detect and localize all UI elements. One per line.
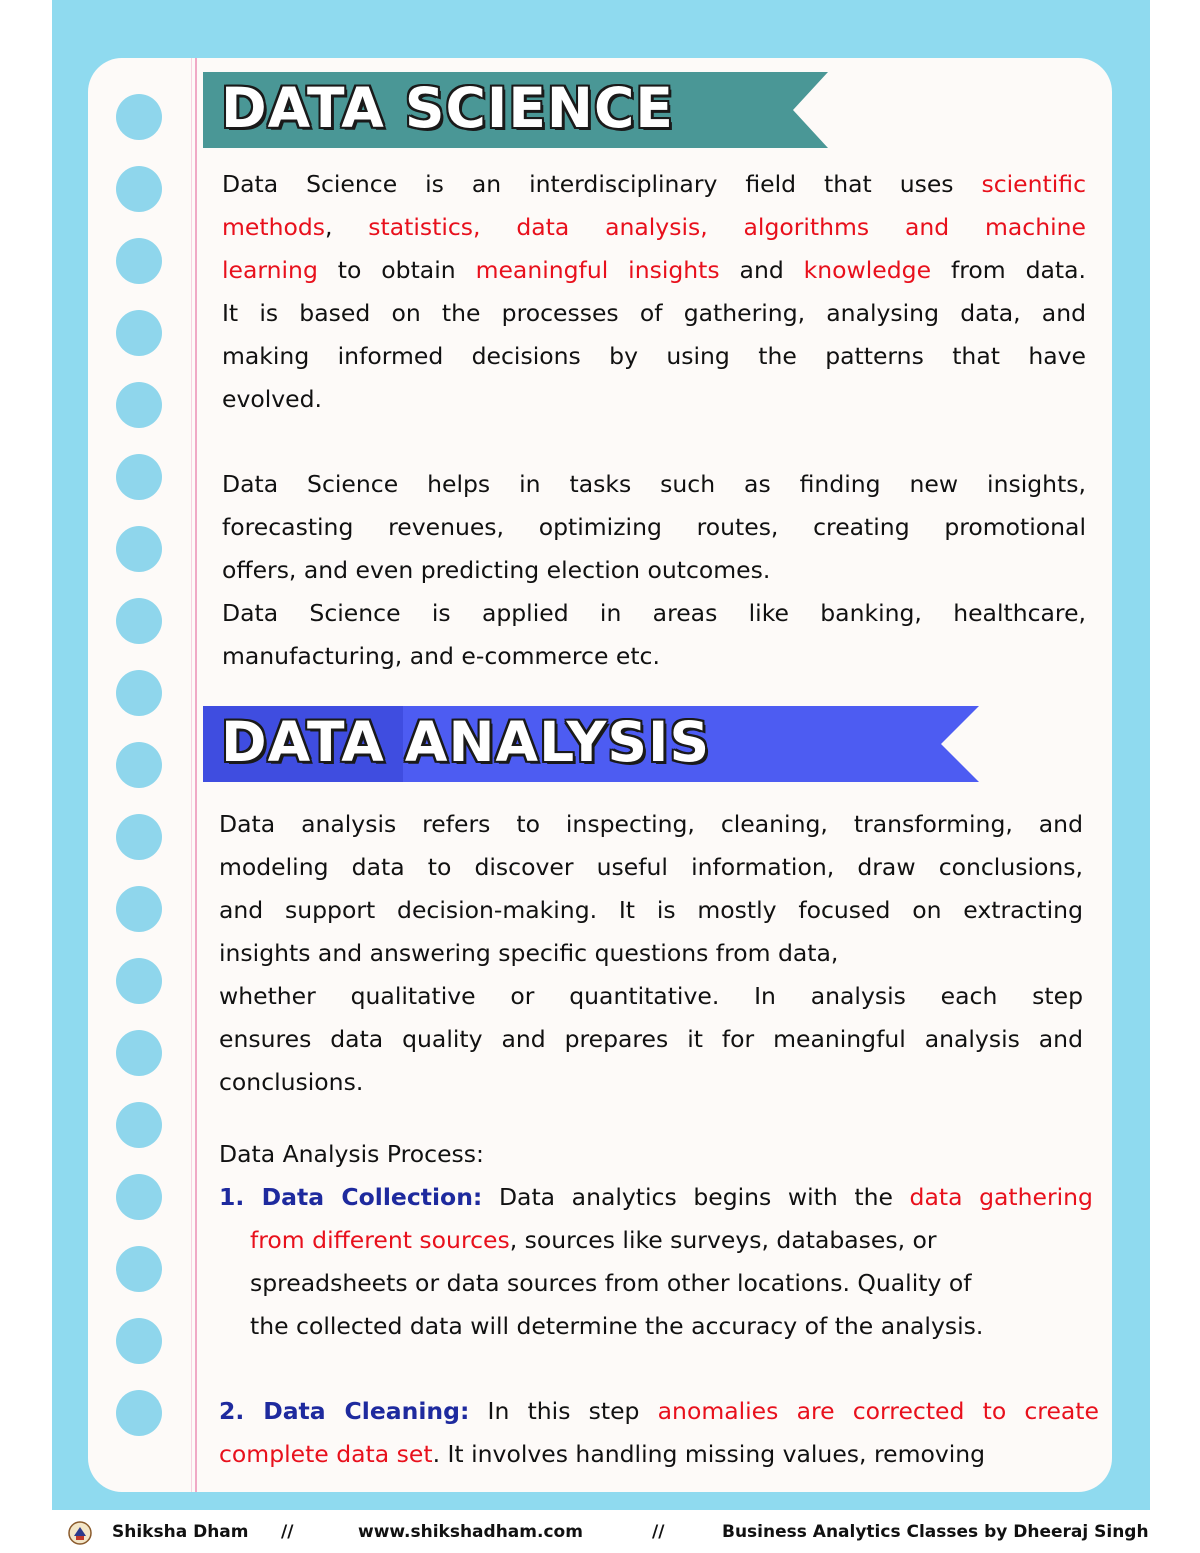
footer-website-link[interactable]: www.shikshadham.com bbox=[358, 1522, 583, 1542]
line: evolved. bbox=[222, 385, 323, 413]
footer-separator: // bbox=[652, 1522, 665, 1542]
section-title-data-analysis: DATA ANALYSIS bbox=[221, 710, 711, 774]
line: Data Science is an interdisciplinary field that uses scientific bbox=[222, 170, 1086, 198]
data-analysis-definition bbox=[219, 803, 1083, 1104]
line: offers, and even predicting election outcomes. bbox=[222, 556, 771, 584]
line: conclusions. bbox=[219, 1068, 364, 1096]
binder-hole bbox=[116, 598, 162, 644]
binder-hole bbox=[116, 94, 162, 140]
line: Data Science helps in tasks such as finding new insights, bbox=[222, 470, 1086, 498]
line: complete data set. It involves handling missing values, removing bbox=[219, 1440, 986, 1468]
process-heading: Data Analysis Process: bbox=[219, 1140, 484, 1168]
line: making informed decisions by using the patterns that have bbox=[222, 342, 1086, 370]
binder-hole bbox=[116, 886, 162, 932]
margin-line bbox=[195, 58, 197, 1492]
footer-separator: // bbox=[281, 1522, 294, 1542]
line: 1. Data Collection: Data analytics begins with the data gathering bbox=[219, 1183, 1093, 1211]
page-footer bbox=[0, 1520, 1200, 1548]
step-label: Data Cleaning: bbox=[263, 1397, 470, 1425]
line: the collected data will determine the accuracy of the analysis. bbox=[250, 1312, 984, 1340]
data-science-applications bbox=[222, 463, 1086, 678]
line: Data analysis refers to inspecting, cleaning, transforming, and bbox=[219, 810, 1083, 838]
binder-hole bbox=[116, 1102, 162, 1148]
section-title-data-science: DATA SCIENCE bbox=[221, 76, 674, 140]
data-science-banner bbox=[203, 72, 828, 148]
step-label: Data Collection: bbox=[261, 1183, 483, 1211]
binder-hole bbox=[116, 310, 162, 356]
line: whether qualitative or quantitative. In analysis each step bbox=[219, 982, 1083, 1010]
line: learning to obtain meaningful insights and knowledge from data. bbox=[222, 256, 1086, 284]
line: 2. Data Cleaning: In this step anomalies are corrected to create bbox=[219, 1397, 1099, 1425]
binder-hole bbox=[116, 958, 162, 1004]
binder-hole bbox=[116, 742, 162, 788]
binder-hole bbox=[116, 814, 162, 860]
line: insights and answering specific questions from data, bbox=[219, 939, 839, 967]
step-data-collection bbox=[219, 1176, 1093, 1348]
line: methods, statistics, data analysis, algorithms and machine bbox=[222, 213, 1086, 241]
line: manufacturing, and e-commerce etc. bbox=[222, 642, 660, 670]
data-science-definition bbox=[222, 163, 1086, 421]
footer-brand: Shiksha Dham bbox=[112, 1522, 249, 1542]
data-analysis-banner bbox=[203, 706, 979, 782]
line: ensures data quality and prepares it for meaningful analysis and bbox=[219, 1025, 1083, 1053]
line: spreadsheets or data sources from other locations. Quality of bbox=[250, 1269, 972, 1297]
binder-hole bbox=[116, 670, 162, 716]
line: Data Science is applied in areas like banking, healthcare, bbox=[222, 599, 1086, 627]
line: forecasting revenues, optimizing routes, creating promotional bbox=[222, 513, 1086, 541]
binder-hole bbox=[116, 1318, 162, 1364]
line: from different sources, sources like surveys, databases, or bbox=[250, 1226, 937, 1254]
line: and support decision-making. It is mostly focused on extracting bbox=[219, 896, 1083, 924]
line: It is based on the processes of gathering, analysing data, and bbox=[222, 299, 1086, 327]
binder-hole bbox=[116, 526, 162, 572]
binder-hole bbox=[116, 238, 162, 284]
line: modeling data to discover useful information, draw conclusions, bbox=[219, 853, 1083, 881]
binder-hole bbox=[116, 1390, 162, 1436]
step-data-cleaning bbox=[219, 1390, 1099, 1476]
binder-hole bbox=[116, 382, 162, 428]
shiksha-dham-logo-icon bbox=[68, 1521, 92, 1545]
binder-hole bbox=[116, 1174, 162, 1220]
binder-hole bbox=[116, 166, 162, 212]
binder-hole bbox=[116, 454, 162, 500]
footer-tagline: Business Analytics Classes by Dheeraj Singh bbox=[722, 1522, 1149, 1542]
binder-hole bbox=[116, 1030, 162, 1076]
binder-hole bbox=[116, 1246, 162, 1292]
margin-line-inner bbox=[191, 58, 192, 1492]
